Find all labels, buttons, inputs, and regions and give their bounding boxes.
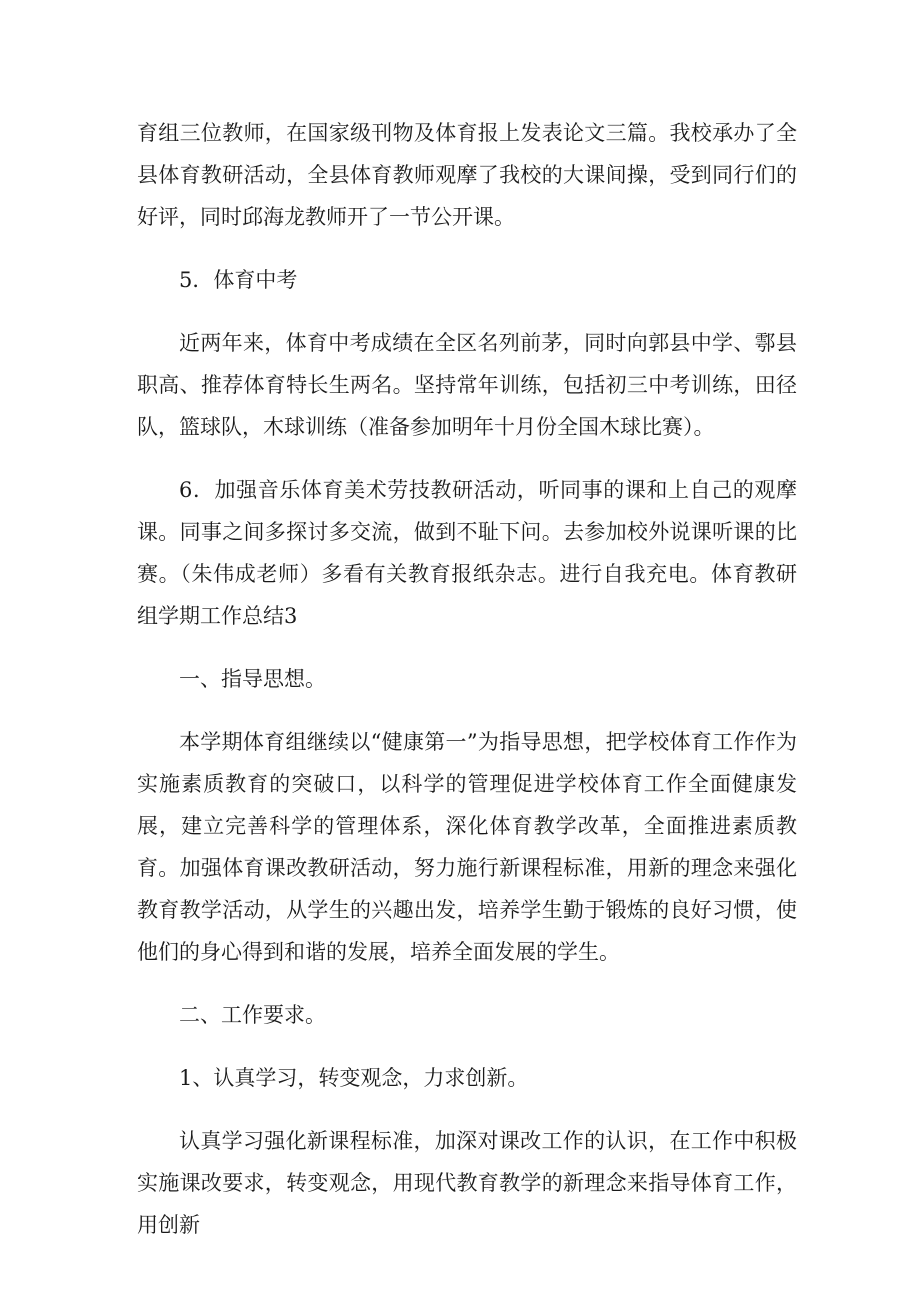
heading-guiding-ideology: 一、指导思想。 — [179, 667, 326, 691]
paragraph-teaching-activities: 6．加强音乐体育美术劳技教研活动，听同事的课和上自己的观摩课。同事之间多探讨多交流，做到不耻下问。去参加校外说课听课的比赛。（朱伟成老师）多看有关教育报纸杂志。进行自我充电。体育教研组学期工作总结3 — [137, 478, 797, 628]
paragraph-continuation: 育组三位教师，在国家级刊物及体育报上发表论文三篇。我校承办了全县体育教研活动，全县体育教师观摩了我校的大课间操，受到同行们的好评，同时邱海龙教师开了一节公开课。 — [137, 121, 797, 229]
heading-pe-exam: 5．体育中考 — [179, 268, 298, 292]
paragraph-guiding-ideology: 本学期体育组继续以“健康第一”为指导思想，把学校体育工作作为实施素质教育的突破口，以科学的管理促进学校体育工作全面健康发展，建立完善科学的管理体系，深化体育教学改革，全面推进素质教育。加强体育课改教研活动，努力施行新课程标准，用新的理念来强化教育教学活动，从学生的兴趣出发，培养学生勤于锻炼的良好习惯，使他们的身心得到和谐的发展，培养全面发展的学生。 — [137, 730, 797, 964]
heading-work-requirements: 二、工作要求。 — [179, 1003, 326, 1027]
paragraph-pe-exam: 近两年来，体育中考成绩在全区名列前茅，同时向郭县中学、鄠县职高、推荐体育特长生两名。坚持常年训练，包括初三中考训练，田径队，篮球队，木球训练（准备参加明年十月份全国木球比赛）。 — [137, 331, 797, 439]
paragraph-study: 认真学习强化新课程标准，加深对课改工作的认识，在工作中积极实施课改要求，转变观念，用现代教育教学的新理念来指导体育工作，用创新 — [137, 1129, 797, 1237]
subheading-study: 1、认真学习，转变观念，力求创新。 — [179, 1066, 529, 1090]
document-body — [137, 112, 797, 1267]
